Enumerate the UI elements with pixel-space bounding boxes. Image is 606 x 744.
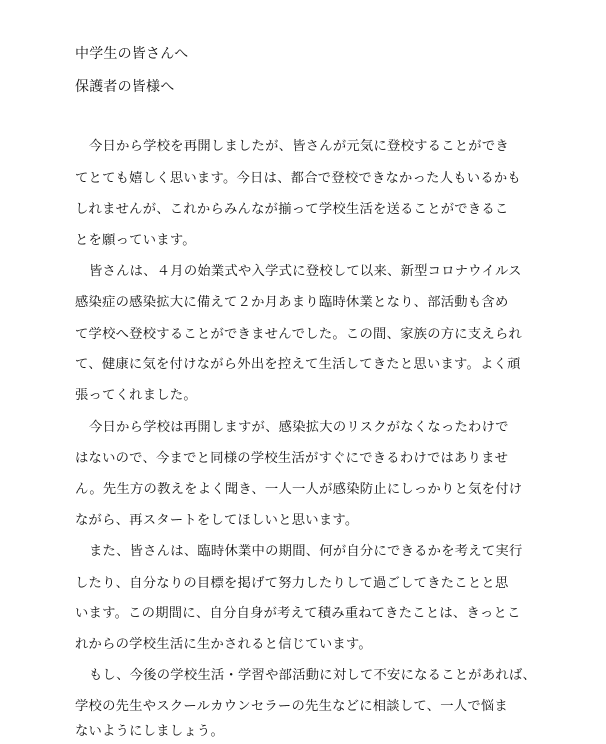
paragraph-2-line-3: て学校へ登校することができませんでした。この間、家族の方に支えられ (75, 327, 523, 342)
paragraph-1-line-4: とを願っています。 (75, 233, 196, 248)
paragraph-4-line-3: います。この期間に、自分自身が考えて積み重ねてきたことは、きっとこ (75, 606, 521, 621)
paragraph-3-line-1: 今日から学校は再開しますが、感染拡大のリスクがなくなったわけで (89, 420, 509, 435)
paragraph-2-line-5: 張ってくれました。 (75, 388, 197, 403)
paragraph-4-line-4: れからの学校生活に生かされると信じています。 (75, 637, 372, 652)
paragraph-4-line-2: したり、自分なりの目標を掲げて努力したりして過ごしてきたことと思 (75, 576, 509, 591)
paragraph-2-line-1: 皆さんは、４月の始業式や入学式に登校して以来、新型コロナウイルス (89, 264, 522, 279)
paragraph-3-line-4: ながら、再スタートをしてほしいと思います。 (75, 513, 359, 528)
paragraph-3-line-2: はないので、今までと同様の学校生活がすぐにできるわけではありませ (75, 451, 509, 466)
paragraph-5-line-2: 学校の先生やスクールカウンセラーの先生などに相談して、一人で悩ま (75, 699, 508, 714)
paragraph-1-line-1: 今日から学校を再開しましたが、皆さんが元気に登校することができ (89, 139, 509, 154)
paragraph-3-line-3: ん。先生方の教えをよく聞き、一人一人が感染防止にしっかりと気を付け (75, 482, 523, 497)
paragraph-2-line-2: 感染症の感染拡大に備えて２か月あまり臨時休業となり、部活動も含め (75, 295, 509, 310)
paragraph-1-line-3: しれませんが、これからみんなが揃って学校生活を送ることができるこ (75, 202, 509, 217)
paragraph-2-line-4: て、健康に気を付けながら外出を控えて生活してきたと思います。よく頑 (75, 357, 521, 372)
paragraph-5-line-1: もし、今後の学校生活・学習や部活動に対して不安になることがあれば、 (89, 668, 537, 683)
paragraph-5-line-3: ないようにしましょう。 (75, 724, 225, 739)
addressee-guardians: 保護者の皆様へ (75, 79, 175, 95)
paragraph-1-line-2: てとても嬉しく思います。今日は、都合で登校できなかった人もいるかも (75, 171, 521, 186)
paragraph-4-line-1: また、皆さんは、臨時休業中の期間、何が自分にできるかを考えて実行 (89, 544, 523, 559)
addressee-students: 中学生の皆さんへ (75, 46, 189, 62)
